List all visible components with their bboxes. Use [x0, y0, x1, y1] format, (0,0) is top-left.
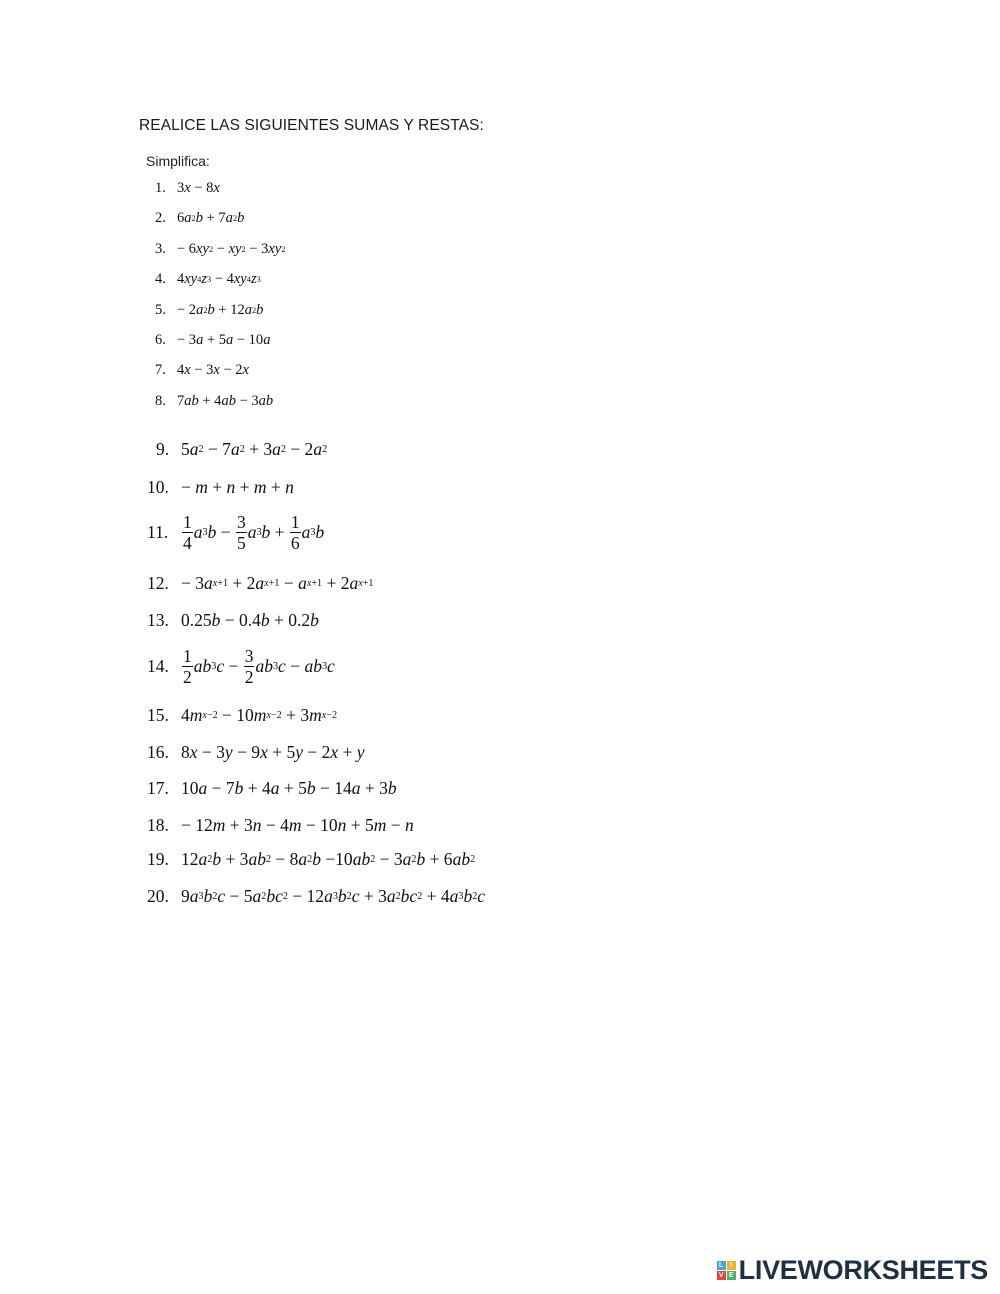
exercise-19: 19. 12 a 2 b + 3 ab 2 − 8 a 2 b −10 ab 2 − 3 a 2 b + 6 ab 2	[147, 849, 476, 869]
logo-badge-letter: I	[727, 1261, 736, 1270]
logo-badge-letter: L	[717, 1261, 726, 1270]
exercise-7: 7. 4 x − 3 x − 2 x	[155, 362, 249, 378]
expression: − 3 a x+1 + 2 a x+1 − a x+1 + 2 a x+1	[181, 573, 374, 593]
expression: 5 a 2 − 7 a 2 + 3 a 2 − 2 a 2	[181, 439, 328, 459]
exercise-17: 17. 10 a − 7 b + 4 a + 5 b − 14 a + 3 b	[147, 778, 397, 798]
expression: 6 a 2 b + 7 a 2 b	[177, 210, 245, 226]
expression: 4 x − 3 x − 2 x	[177, 362, 249, 378]
expression: 8 x − 3 y − 9 x + 5 y − 2 x + y	[181, 742, 365, 762]
exercise-1: 1. 3 x − 8 x	[155, 180, 220, 196]
liveworksheets-logo	[717, 1255, 988, 1286]
expression: − 2 a 2 b + 12 a 2 b	[177, 302, 264, 318]
exercise-13: 13. 0.25 b − 0.4 b + 0.2 b	[147, 610, 319, 630]
exercise-14: 14. $\frac{1}{2}$ ab 3 c − $\frac{3}{2}$ ab 3 c − ab 3 c	[147, 646, 335, 688]
expression: − 12 m + 3 n − 4 m − 10 n + 5 m − n	[181, 815, 414, 835]
logo-badge-letter: E	[727, 1271, 736, 1280]
logo-badge-letter: V	[717, 1271, 726, 1280]
expression: 12 a 2 b + 3 ab 2 − 8 a 2 b −10 ab 2 − 3 a 2 b + 6 ab 2	[181, 849, 476, 869]
expression: 7 ab + 4 ab − 3 ab	[177, 393, 274, 409]
exercise-16: 16. 8 x − 3 y − 9 x + 5 y − 2 x + y	[147, 742, 365, 762]
exercise-11: 11. $\frac{1}{4}$ a 3 b − $\frac{3}{5}$ a 3 b + $\frac{1}{6}$ a 3 b	[147, 512, 325, 554]
expression: − 6 xy 2 − xy 2 − 3 xy 2	[177, 241, 286, 257]
expression: 3 x − 8 x	[177, 180, 220, 196]
expression: $\frac{1}{2}$ ab 3 c − $\frac{3}{2}$ ab 3 c − ab 3 c	[183, 646, 335, 688]
logo-badge-icon	[717, 1261, 736, 1280]
exercise-5: 5. − 2 a 2 b + 12 a 2 b	[155, 302, 264, 318]
exercise-12: 12. − 3 a x+1 + 2 a x+1 − a x+1 + 2 a x+1	[147, 573, 374, 593]
expression: 0.25 b − 0.4 b + 0.2 b	[181, 610, 319, 630]
expression: − m + n + m + n	[181, 477, 294, 497]
exercise-9: 9. 5 a 2 − 7 a 2 + 3 a 2 − 2 a 2	[156, 439, 328, 459]
expression: 9 a 3 b 2 c − 5 a 2 bc 2 − 12 a 3 b 2 c + 3 a 2 bc 2 + 4 a 3 b 2 c	[181, 886, 486, 906]
exercise-8: 8. 7 ab + 4 ab − 3 ab	[155, 393, 274, 409]
exercise-6: 6. − 3 a + 5 a − 10 a	[155, 332, 271, 348]
expression: $\frac{1}{4}$ a 3 b − $\frac{3}{5}$ a 3 b + $\frac{1}{6}$ a 3 b	[183, 512, 325, 554]
logo-text: LIVEWORKSHEETS	[738, 1255, 988, 1285]
exercise-20: 20. 9 a 3 b 2 c − 5 a 2 bc 2 − 12 a 3 b 2 c + 3 a 2 bc 2 + 4 a 3 b 2 c	[147, 886, 486, 906]
expression: 10 a − 7 b + 4 a + 5 b − 14 a + 3 b	[181, 778, 397, 798]
exercise-15: 15. 4 m x−2 − 10 m x−2 + 3 m x−2	[147, 705, 338, 725]
instruction-label: Simplifica:	[146, 153, 210, 169]
exercise-2: 2. 6 a 2 b + 7 a 2 b	[155, 210, 245, 226]
expression: 4 m x−2 − 10 m x−2 + 3 m x−2	[181, 705, 338, 725]
exercise-18: 18. − 12 m + 3 n − 4 m − 10 n + 5 m − n	[147, 815, 414, 835]
expression: 4 xy 4 z 3 − 4 xy 4 z 3	[177, 271, 261, 287]
worksheet-heading: REALICE LAS SIGUIENTES SUMAS Y RESTAS:	[139, 117, 484, 134]
expression: − 3 a + 5 a − 10 a	[177, 332, 271, 348]
exercise-4: 4. 4 xy 4 z 3 − 4 xy 4 z 3	[155, 271, 261, 287]
exercise-3: 3. − 6 xy 2 − xy 2 − 3 xy 2	[155, 241, 286, 257]
exercise-10: 10. − m + n + m + n	[147, 477, 294, 497]
